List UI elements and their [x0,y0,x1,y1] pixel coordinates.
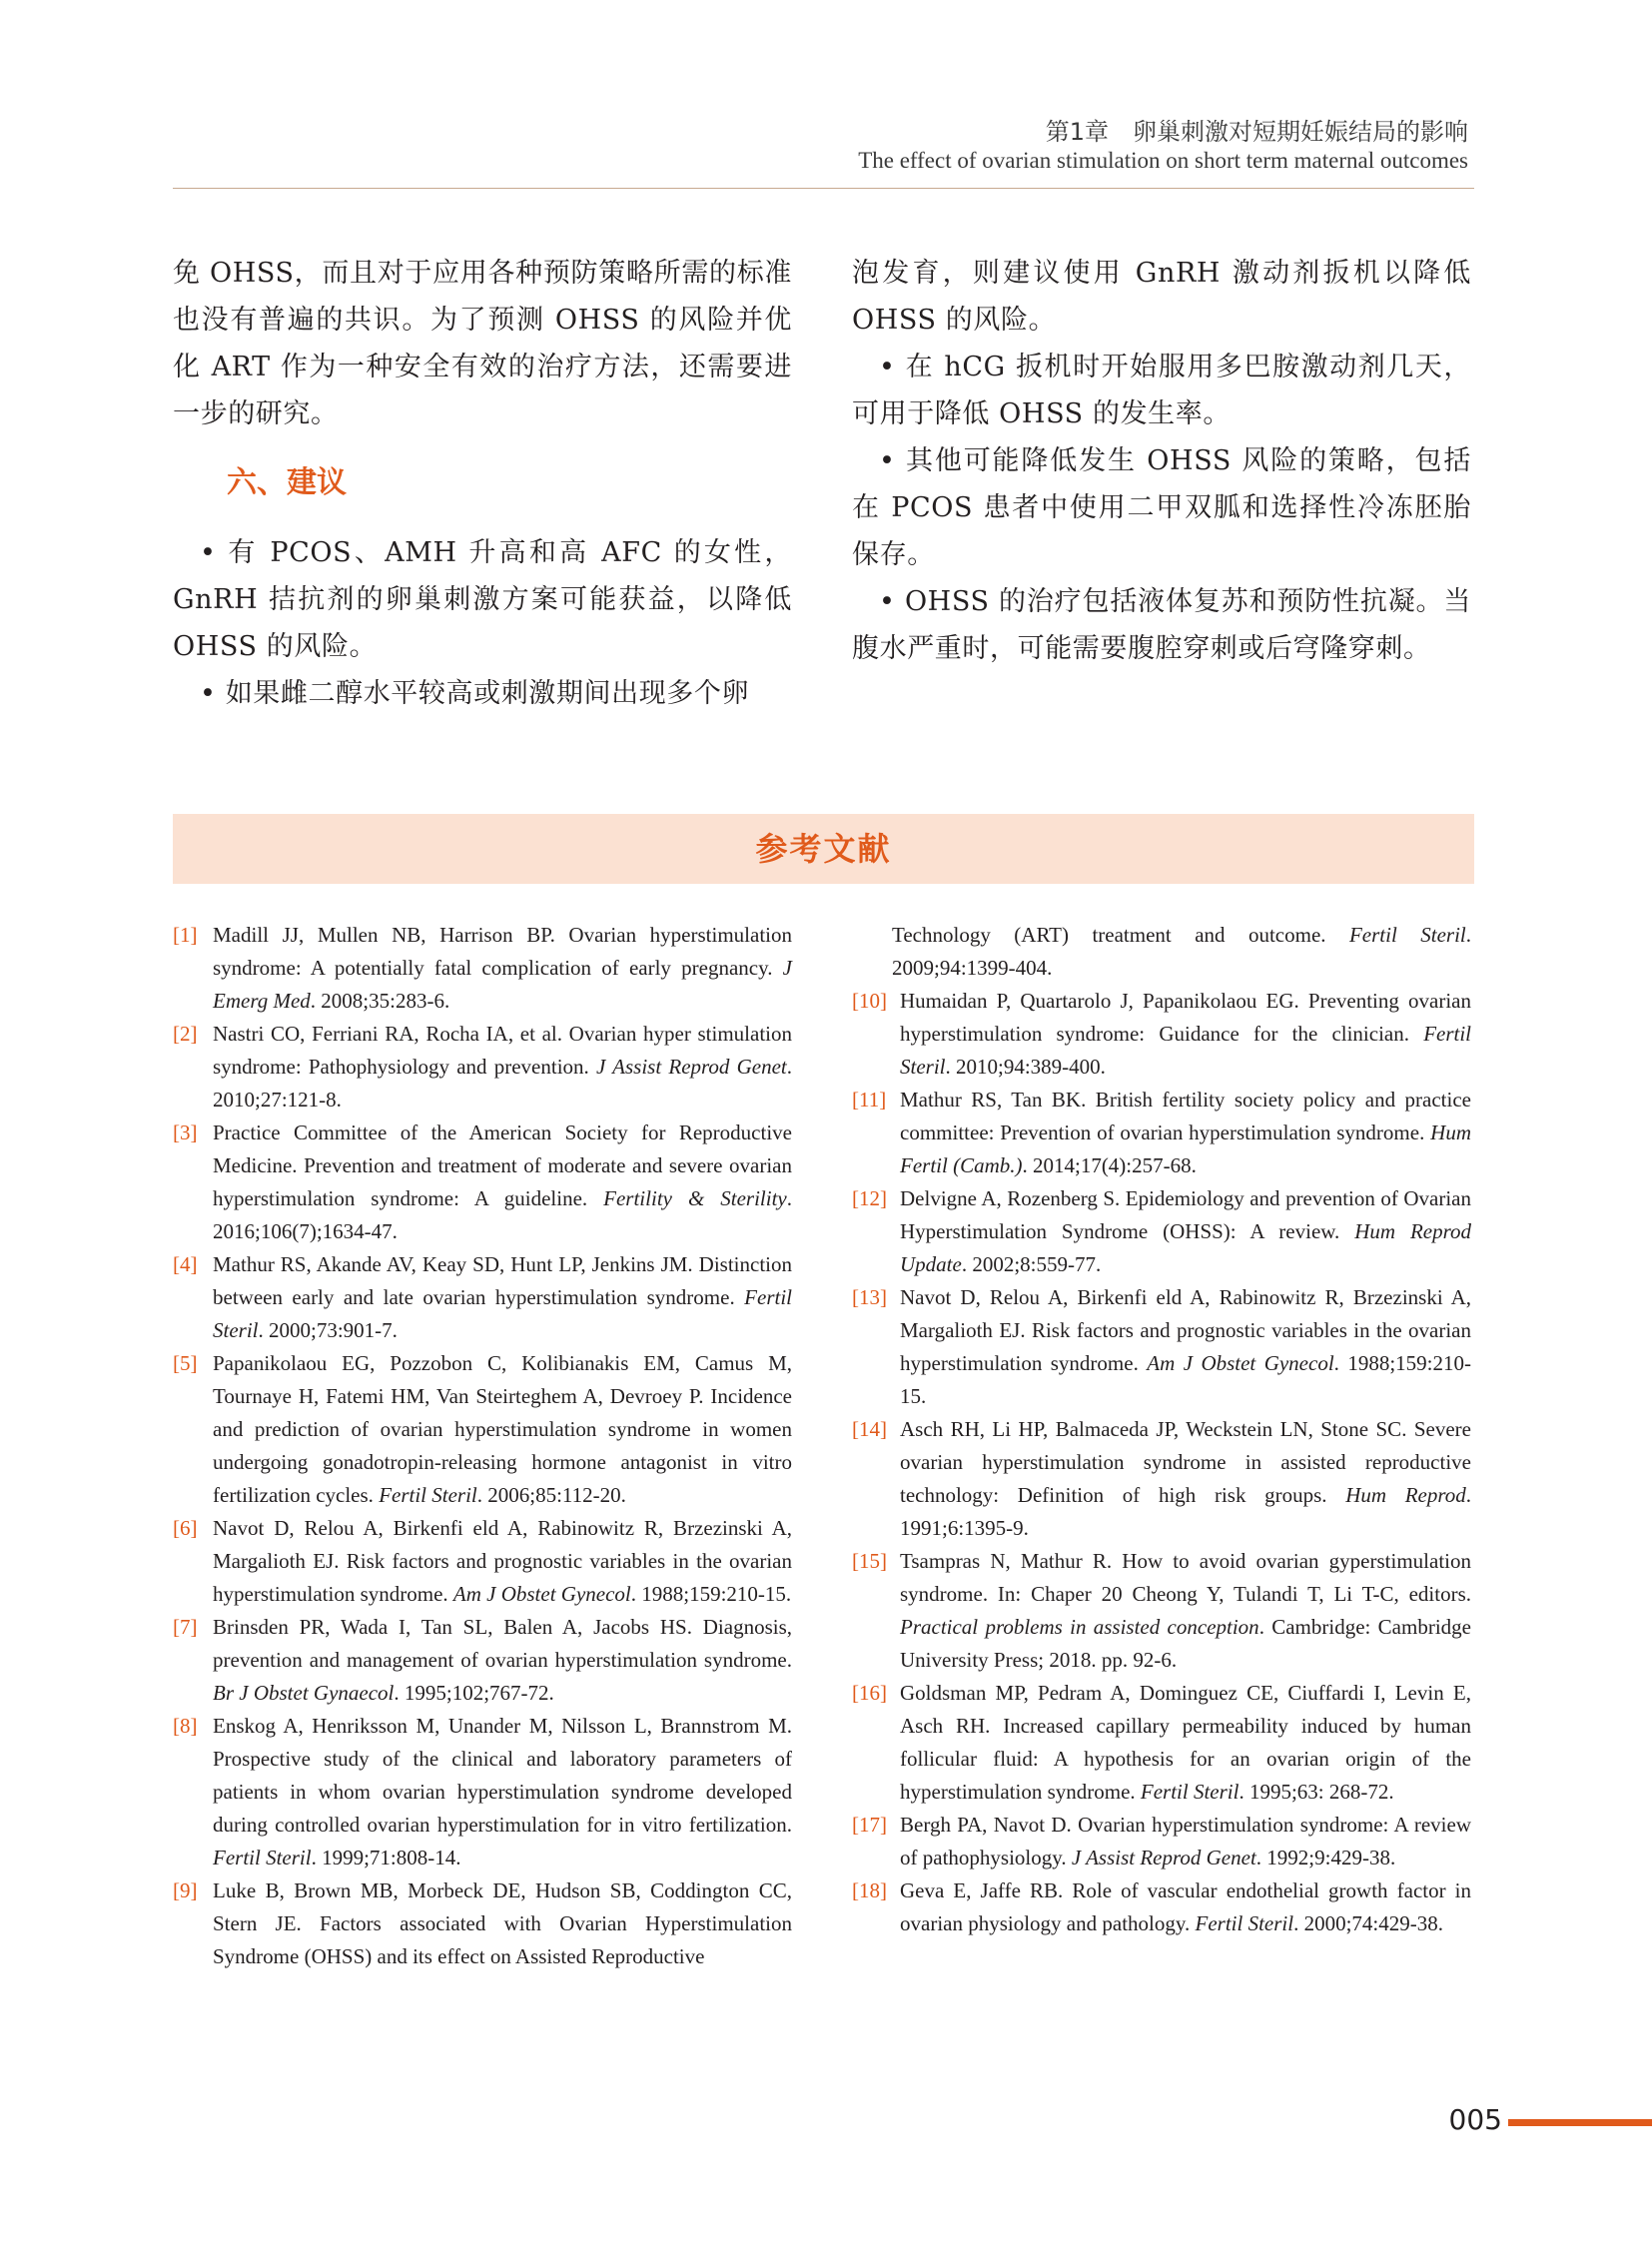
body-right-column [852,250,1471,672]
reference-item [852,1874,1471,1940]
reference-tail: . 1991;6:1395-9. [900,1483,1472,1540]
reference-journal: Fertil Steril [379,1483,477,1507]
reference-journal: Fertil Steril [213,1846,312,1869]
reference-journal: Fertil Steril [900,1022,1472,1079]
reference-number: [16] [852,1681,887,1705]
reference-item [852,1281,1471,1413]
reference-text: Asch RH, Li HP, Balmaceda JP, Weckstein LN, Stone SC. Severe ovarian hyperstimulation syndrome in assisted reproductive technology: Definition of high risk groups. [900,1417,1471,1507]
page-accent-bar [1508,2119,1652,2126]
reference-tail: . 2014;17(4):257-68. [1022,1153,1197,1177]
reference-text: Geva E, Jaffe RB. Role of vascular endothelial growth factor in ovarian physiology and pathology. [900,1878,1471,1935]
reference-text: Practice Committee of the American Society for Reproductive Medicine. Prevention and treatment of moderate and severe ovarian hyperstimulation syndrome: A guideline. [213,1120,792,1210]
reference-text: Tsampras N, Mathur R. How to avoid ovarian gyperstimulation syndrome. In: Chaper 20 Cheong Y, Tulandi T, Li T-C, editors. [900,1549,1471,1606]
reference-journal: Am J Obstet Gynecol [1147,1351,1334,1375]
reference-text: Mathur RS, Akande AV, Keay SD, Hunt LP, Jenkins JM. Distinction between early and late ovarian hyperstimulation syndrome. [213,1252,792,1309]
reference-journal: Hum Fertil (Camb.) [900,1120,1471,1177]
reference-text: Bergh PA, Navot D. Ovarian hyperstimulation syndrome: A review of pathophysiology. [900,1813,1471,1869]
reference-continuation [852,919,1471,985]
reference-item [173,1347,792,1512]
reference-tail: . 2008;35:283-6. [310,989,450,1013]
reference-tail: . Cambridge: Cambridge University Press; 2018. pp. 92-6. [900,1615,1471,1672]
references-banner [173,814,1474,884]
reference-tail: . 1988;159:210-15. [630,1582,792,1606]
reference-text: Navot D, Relou A, Birkenfi eld A, Rabinowitz R, Brzezinski A, Margalioth EJ. Risk factors and prognostic variables in the ovarian hyperstimulation syndrome. [213,1516,792,1606]
reference-journal: Fertility & Sterility [603,1186,787,1210]
reference-number: [15] [852,1549,887,1573]
section-heading: 六、建议 [227,465,347,500]
reference-text: Delvigne A, Rozenberg S. Epidemiology and prevention of Ovarian Hyperstimulation Syndrome (OHSS): A review. [900,1186,1471,1243]
reference-item [173,1611,792,1710]
reference-number: [6] [173,1516,198,1540]
page-number: 005 [1448,2103,1502,2136]
reference-item [852,1413,1471,1545]
running-header-chinese: 第1章 卵巢刺激对短期妊娠结局的影响 [1045,118,1468,146]
reference-item [852,985,1471,1084]
reference-journal: J Emerg Med [213,956,792,1013]
reference-number: [13] [852,1285,887,1309]
reference-number: [14] [852,1417,887,1441]
reference-tail: . 2000;73:901-7. [258,1318,398,1342]
reference-text: Enskog A, Henriksson M, Unander M, Nilsson L, Brannstrom M. Prospective study of the clinical and laboratory parameters of patients in whom ovarian hyperstimulation syndrome developed during controlled ovarian hyperstimulation for in vitro fertilization. [213,1714,792,1837]
reference-journal: Am J Obstet Gynecol [452,1582,631,1606]
reference-text: Technology (ART) treatment and outcome. [892,923,1326,947]
reference-tail: . 2002;8:559-77. [961,1252,1102,1276]
reference-text: Nastri CO, Ferriani RA, Rocha IA, et al. Ovarian hyper stimulation syndrome: Pathophysiology and prevention. [213,1022,792,1079]
body-paragraph: 泡发育，则建议使用 GnRH 激动剂扳机以降低 OHSS 的风险。 [852,258,1471,336]
reference-journal: Fertil Steril [1348,923,1466,947]
reference-text: Humaidan P, Quartarolo J, Papanikolaou EG. Preventing ovarian hyperstimulation syndrome: Guidance for the clinician. [900,989,1471,1046]
reference-item [173,919,792,1018]
reference-text: Madill JJ, Mullen NB, Harrison BP. Ovarian hyperstimulation syndrome: A potentially fatal complication of early pregnancy. [213,923,792,980]
bullet-item: • 其他可能降低发生 OHSS 风险的策略，包括在 PCOS 患者中使用二甲双胍和选择性冷冻胚胎保存。 [852,445,1471,570]
reference-tail: . 2010;94:389-400. [945,1055,1106,1079]
reference-item [173,1710,792,1874]
reference-number: [8] [173,1714,198,1738]
reference-journal: Practical problems in assisted conception [900,1615,1259,1639]
body-left-column [173,250,792,717]
reference-number: [12] [852,1186,887,1210]
reference-tail: . 1995;102;767-72. [394,1681,554,1705]
reference-item [852,1677,1471,1809]
reference-journal: Fertil Steril [1195,1911,1294,1935]
reference-number: [7] [173,1615,198,1639]
reference-number: [18] [852,1878,887,1902]
reference-tail: . 1988;159:210-15. [900,1351,1472,1408]
bullet-item: • 如果雌二醇水平较高或刺激期间出现多个卵 [200,678,750,709]
reference-text: Goldsman MP, Pedram A, Dominguez CE, Ciuffardi I, Levin E, Asch RH. Increased capillary permeability induced by human follicular fluid: A hypothesis for an ovarian origin of the hyperstimulation syndrome. [900,1681,1471,1804]
bullet-item: • 在 hCG 扳机时开始服用多巴胺激动剂几天，可用于降低 OHSS 的发生率。 [852,352,1471,429]
reference-item [173,1248,792,1347]
reference-journal: Br J Obstet Gynaecol [213,1681,395,1705]
reference-text: Mathur RS, Tan BK. British fertility society policy and practice committee: Prevention of ovarian hyperstimulation syndrome. [900,1088,1471,1144]
reference-number: [17] [852,1813,887,1837]
reference-journal: J Assist Reprod Genet [1071,1846,1256,1869]
reference-tail: . 1995;63: 268-72. [1239,1780,1394,1804]
reference-tail: . 2006;85:112-20. [476,1483,626,1507]
reference-journal: J Assist Reprod Genet [596,1055,787,1079]
references-left-column [173,919,792,1973]
reference-tail: . 1999;71:808-14. [311,1846,461,1869]
reference-tail: . 2009;94:1399-404. [892,923,1472,980]
body-paragraph: 免 OHSS，而且对于应用各种预防策略所需的标准也没有普遍的共识。为了预测 OHSS 的风险并优化 ART 作为一种安全有效的治疗方法，还需要进一步的研究。 [173,258,792,429]
reference-item [852,1084,1471,1182]
bullet-item: • 有 PCOS、AMH 升高和高 AFC 的女性，GnRH 拮抗剂的卵巢刺激方案可能获益，以降低 OHSS 的风险。 [173,537,792,662]
reference-item [852,1545,1471,1677]
reference-number: [5] [173,1351,198,1375]
reference-item [852,1182,1471,1281]
reference-tail: . 2016;106(7);1634-47. [213,1186,793,1243]
reference-item [173,1874,792,1973]
reference-tail: . 2000;74:429-38. [1293,1911,1444,1935]
reference-number: [1] [173,923,198,947]
bullet-item: • OHSS 的治疗包括液体复苏和预防性抗凝。当腹水严重时，可能需要腹腔穿刺或后穹隆穿刺。 [852,586,1471,664]
reference-journal: Hum Reprod [1345,1483,1466,1507]
reference-text: Papanikolaou EG, Pozzobon C, Kolibianakis EM, Camus M, Tournaye H, Fatemi HM, Van Steirteghem A, Devroey P. Incidence and prediction of ovarian hyperstimulation syndrome in women undergoing gonadotropin-releasing hormone antagonist in vitro fertilization cycles. [213,1351,792,1507]
reference-number: [11] [852,1088,887,1112]
reference-number: [9] [173,1878,198,1902]
reference-number: [3] [173,1120,198,1144]
reference-number: [2] [173,1022,198,1046]
reference-number: [4] [173,1252,198,1276]
references-title: 参考文献 [755,830,892,868]
reference-item [173,1018,792,1117]
running-header-english: The effect of ovarian stimulation on short term maternal outcomes [858,148,1468,173]
reference-item [173,1512,792,1611]
reference-text: Navot D, Relou A, Birkenfi eld A, Rabinowitz R, Brzezinski A, Margalioth EJ. Risk factors and prognostic variables in the ovarian hyperstimulation syndrome. [900,1285,1471,1375]
header-divider [173,188,1474,189]
reference-item [852,1809,1471,1874]
reference-text: Luke B, Brown MB, Morbeck DE, Hudson SB, Coddington CC, Stern JE. Factors associated with Ovarian Hyperstimulation Syndrome (OHSS) and its effect on Assisted Reproductive [213,1878,792,1968]
reference-journal: Hum Reprod Update [900,1219,1471,1276]
reference-tail: . 2010;27:121-8. [213,1055,792,1112]
references-right-column [852,919,1471,1940]
reference-tail: . 1992;9:429-38. [1255,1846,1396,1869]
reference-text: Brinsden PR, Wada I, Tan SL, Balen A, Jacobs HS. Diagnosis, prevention and management of ovarian hyperstimulation syndrome. [213,1615,792,1672]
reference-journal: Fertil Steril [213,1285,792,1342]
reference-item [173,1117,792,1248]
reference-number: [10] [852,989,887,1013]
reference-journal: Fertil Steril [1140,1780,1239,1804]
